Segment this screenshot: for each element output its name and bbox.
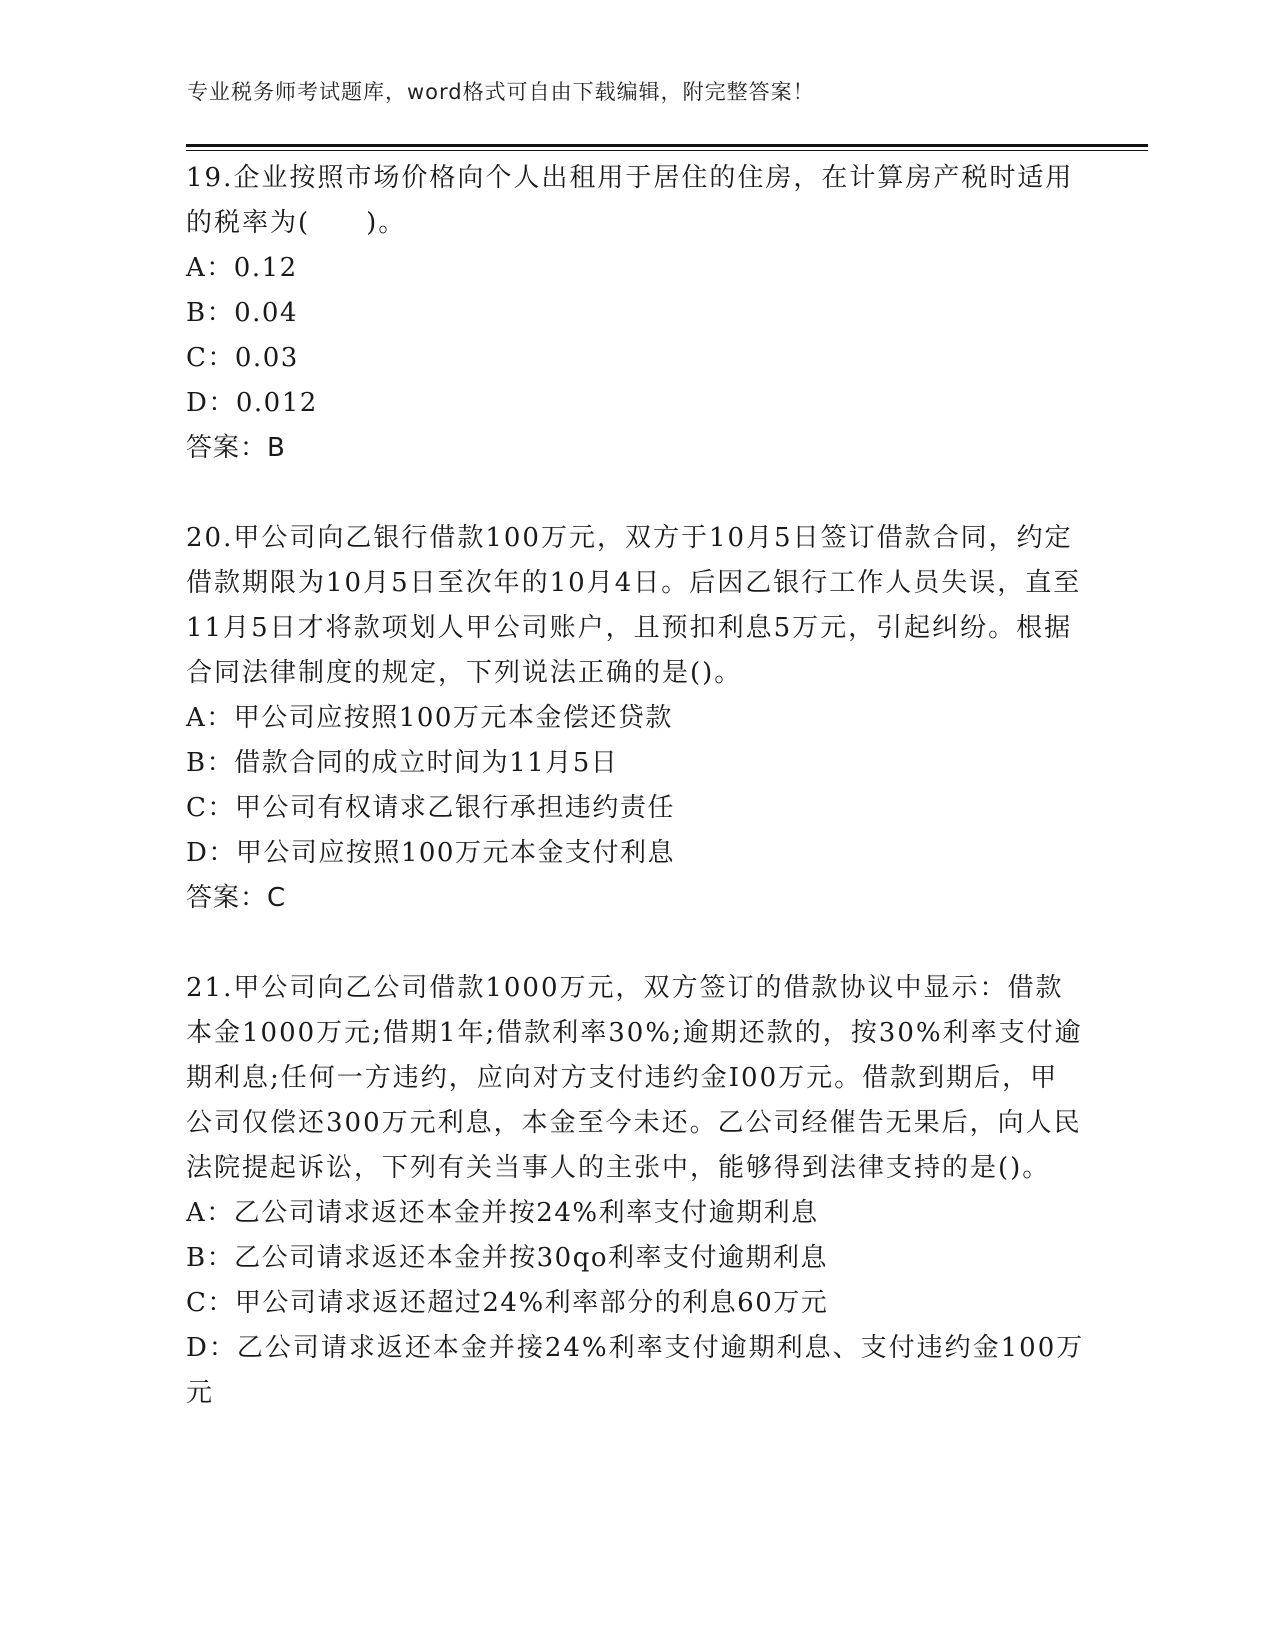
option-d: D：0.012	[186, 388, 318, 418]
option-a: A：0.12	[186, 253, 298, 283]
option-b: B：0.04	[186, 298, 298, 328]
question-list	[186, 156, 1086, 1416]
option-b: B：借款合同的成立时间为11月5日	[186, 748, 619, 778]
header-rule-thin	[186, 150, 1148, 151]
option-b: B：乙公司请求返还本金并按30qo利率支付逾期利息	[186, 1243, 828, 1273]
option-c: C：甲公司请求返还超过24%利率部分的利息60万元	[186, 1288, 829, 1318]
answer: 答案：B	[186, 433, 286, 463]
answer: 答案：C	[186, 883, 287, 913]
question-21	[186, 966, 1086, 1416]
page-header: 专业税务师考试题库，word格式可自由下载编辑，附完整答案！	[187, 80, 815, 104]
question-stem: 19.企业按照市场价格向个人出租用于居住的住房，在计算房产税时适用的税率为( )。	[186, 163, 1074, 238]
option-d: D：乙公司请求返还本金并接24%利率支付逾期利息、支付违约金100万元	[186, 1333, 1085, 1408]
spacer	[186, 471, 1086, 516]
question-stem: 21.甲公司向乙公司借款1000万元，双方签订的借款协议中显示：借款本金1000万元;借期1年;借款利率30%;逾期还款的，按30%利率支付逾期利息;任何一方违约，应向对方支付违约金I00万元。借款到期后，甲公司仅偿还300万元利息，本金至今未还。乙公司经催告无果后，向人民法院提起诉讼，下列有关当事人的主张中，能够得到法律支持的是()。	[186, 973, 1083, 1183]
option-c: C：0.03	[186, 343, 299, 373]
option-c: C：甲公司有权请求乙银行承担违约责任	[186, 793, 675, 823]
question-19	[186, 156, 1086, 471]
question-20	[186, 516, 1086, 921]
option-a: A：甲公司应按照100万元本金偿还贷款	[186, 703, 673, 733]
question-stem: 20.甲公司向乙银行借款100万元，双方于10月5日签订借款合同，约定借款期限为10月5日至次年的10月4日。后因乙银行工作人员失误，直至11月5日才将款项划人甲公司账户，且预扣利息5万元，引起纠纷。根据合同法律制度的规定，下列说法正确的是()。	[186, 523, 1082, 688]
spacer	[186, 921, 1086, 966]
option-d: D：甲公司应按照100万元本金支付利息	[186, 838, 675, 868]
header-rule-thick	[186, 144, 1148, 147]
option-a: A：乙公司请求返还本金并按24%利率支付逾期利息	[186, 1198, 819, 1228]
